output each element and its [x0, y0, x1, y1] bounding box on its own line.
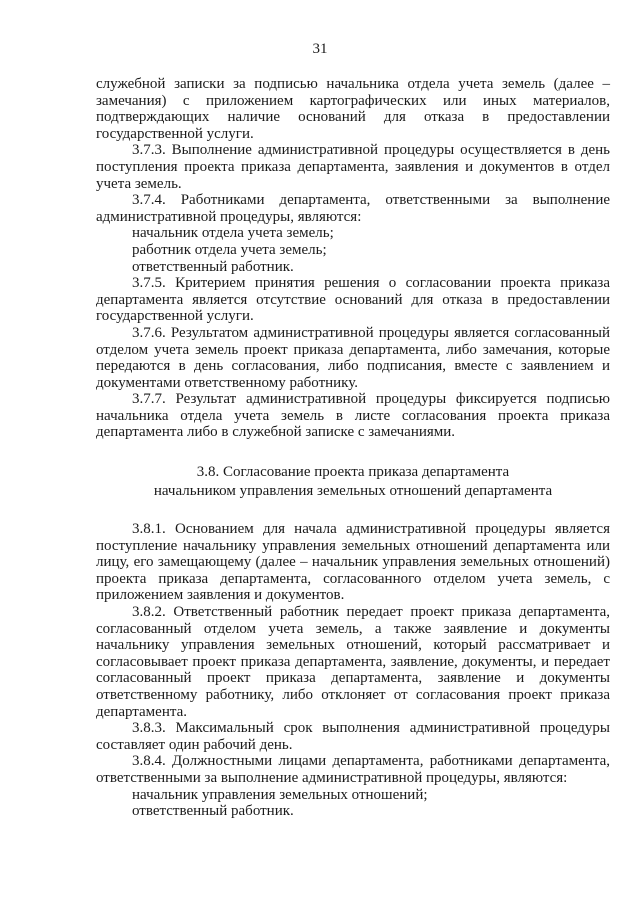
- section-heading-line: начальником управления земельных отношений департамента: [153, 483, 553, 500]
- paragraph-3-7-4: 3.7.4. Работниками департамента, ответственными за выполнение административной процедуры, являются:: [96, 192, 610, 225]
- list-item: начальник отдела учета земель;: [132, 225, 334, 242]
- list-item: ответственный работник.: [132, 803, 294, 820]
- list-item: начальник управления земельных отношений;: [132, 786, 428, 803]
- paragraph-3-7-7: 3.7.7. Результат административной процедуры фиксируется подписью начальника отдела учета земель в листе согласования проекта приказа департамента либо в служебной записке с замечаниями.: [96, 391, 610, 441]
- paragraph-3-8-1: 3.8.1. Основанием для начала административной процедуры является поступление начальнику управления земельных отношений департамента или лицу, его замещающему (далее – начальник управления земельных отношений) проекта приказа департамента, согласованного отделом учета земель, с приложением заявления и документов.: [96, 521, 610, 604]
- paragraph-3-7-3: 3.7.3. Выполнение административной процедуры осуществляется в день поступления проекта приказа департамента, заявления и документов в отдел учета земель.: [96, 142, 610, 192]
- list-item: ответственный работник.: [132, 258, 294, 275]
- paragraph-3-8-3: 3.8.3. Максимальный срок выполнения административной процедуры составляет один рабочий день.: [96, 720, 610, 753]
- list-item: работник отдела учета земель;: [132, 241, 327, 258]
- paragraph-3-8-4: 3.8.4. Должностными лицами департамента, работниками департамента, ответственными за выполнение административной процедуры, являются:: [96, 753, 610, 786]
- page-number: 31: [312, 41, 328, 57]
- section-heading-line: 3.8. Согласование проекта приказа департамента: [196, 464, 510, 481]
- paragraph-3-7-5: 3.7.5. Критерием принятия решения о согласовании проекта приказа департамента является отсутствие оснований для отказа в предоставлении государственной услуги.: [96, 275, 610, 325]
- section-heading-3-8: [96, 463, 610, 501]
- paragraph-3-8-2: 3.8.2. Ответственный работник передает проект приказа департамента, согласованный отделом учета земель, а также заявление и документы начальнику управления земельных отношений, который рассматривает и согласовывает проект приказа департамента, заявление, документы, и передает согласованный проект приказа департамента, заявление и документы ответственному работнику, либо отклоняет от согласования проект приказа департамента.: [96, 604, 610, 720]
- paragraph-3-7-6: 3.7.6. Результатом административной процедуры является согласованный отделом учета земель проект приказа департамента, либо замечания, которые передаются в день согласования, либо подписания, вместе с заявлением и документами ответственному работнику.: [96, 324, 610, 391]
- paragraph-continuation: служебной записки за подписью начальника отдела учета земель (далее – замечания) с приложением картографических или иных материалов, подтверждающих наличие оснований для отказа в предоставлении государственной услуги.: [96, 76, 610, 142]
- document-body: [96, 76, 610, 820]
